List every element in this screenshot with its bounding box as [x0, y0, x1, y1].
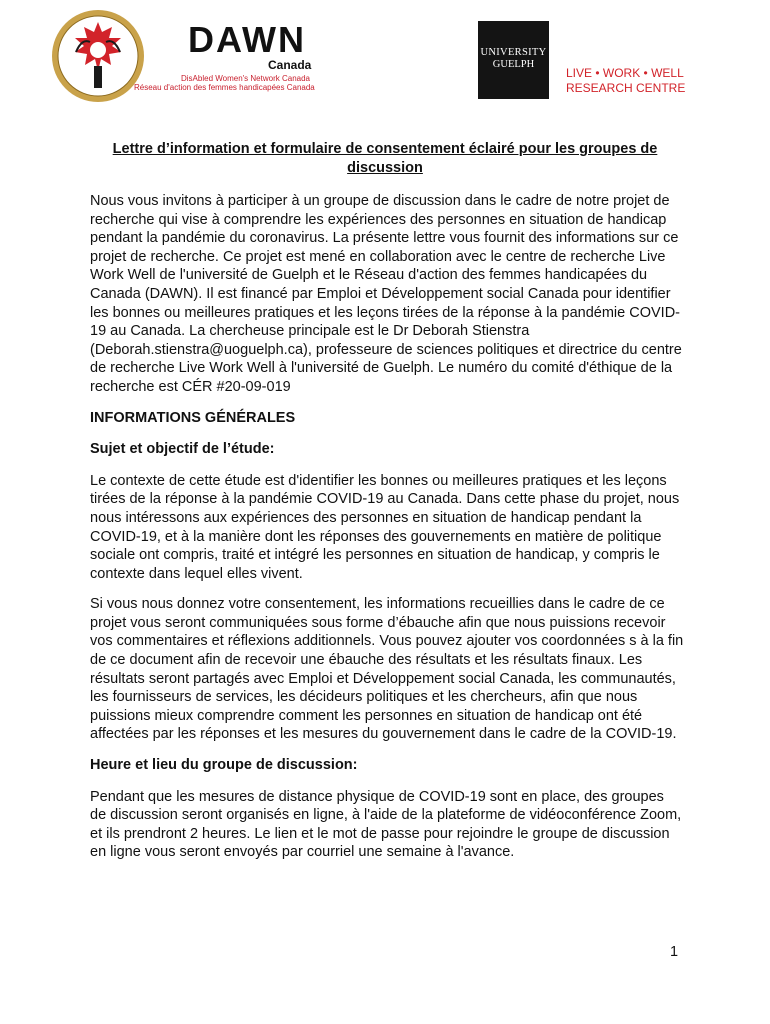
section-heading-general: INFORMATIONS GÉNÉRALES: [90, 409, 296, 426]
uog-line2: GUELPH: [492, 59, 535, 70]
dawn-logo-title: DAWN: [188, 19, 306, 60]
lww-line2: RESEARCH CENTRE: [566, 81, 686, 95]
subject-heading: Sujet et objectif de l’étude:: [90, 441, 275, 458]
subject-paragraph-2: Si vous nous donnez votre consentement, les informations recueillies dans le cadre de ce projet vous seront communiquées sous forme d’ébauche afin que nous puissions recevoir vos commentaires et réflexions additionnels. Vous pouvez ajouter vos coordonnées s à la fin de ce document afin de recevoir une ébauche des résultats et les résultats finaux. Les résultats seront partagés avec Emploi et Développement social Canada, les communautés, les fournisseurs de services, les décideurs politiques et les chercheurs, afin que nous puissions mieux comprendre comment les personnes en situation de handicap ont été affectées par les réponses et les mesures du gouvernement dans le cadre de la COVID-19.: [90, 596, 684, 743]
university-of-guelph-logo: [478, 21, 549, 99]
dawn-logo: [178, 19, 318, 72]
dawn-logo-country: Canada: [268, 58, 312, 72]
dawn-tagline-en: DisAbled Women's Network Canada: [181, 74, 310, 83]
lww-line1: LIVE • WORK • WELL: [566, 66, 684, 80]
document-title: Lettre d’information et formulaire de consentement éclairé pour les groupes de discussion: [112, 141, 658, 176]
time-place-heading: Heure et lieu du groupe de discussion:: [90, 757, 358, 774]
time-place-paragraph: Pendant que les mesures de distance physique de COVID-19 sont en place, des groupes de discussion seront organisés en ligne, à l'aide de la plateforme de vidéoconférence Zoom, et ils prendront 2 heures. Le lien et le mot de passe pour rejoindre le groupe de discussion en ligne vous seront envoyés par courriel une semaine à l'avance.: [90, 788, 682, 861]
uog-line1: UNIVERSITY: [480, 47, 547, 58]
document-body: [90, 192, 684, 862]
live-work-well-logo: [566, 66, 685, 96]
page-number: 1: [670, 944, 679, 960]
dawn-tagline-fr: Réseau d'action des femmes handicapées Canada: [134, 83, 315, 92]
dawn-seal-logo: [50, 8, 146, 104]
subject-paragraph-1: Le contexte de cette étude est d'identifier les bonnes ou meilleures pratiques et les leçons tirées de la réponse à la pandémie COVID-19 au Canada. Dans cette phase du projet, nous nous intéressons aux expériences des personnes en situation de handicap pendant la COVID-19, et à la manière dont les réponses des gouvernements en matière de politique sociale ont compris, traité et intégré les personnes en situation de handicap, y compris le contexte dans lequel elles vivent.: [90, 472, 680, 582]
intro-paragraph: Nous vous invitons à participer à un groupe de discussion dans le cadre de notre projet de recherche qui vise à comprendre les expériences des personnes en situation de handicap pendant la pandémie du coronavirus. La présente lettre vous fournit des informations sur ce projet de recherche. Ce projet est mené en collaboration avec le centre de recherche Live Work Well de l'université de Guelph et le Réseau d'action des femmes handicapées du Canada (DAWN). Il est financé par Emploi et Développement social Canada pour identifier les bonnes ou meilleures pratiques et les leçons tirées de la réponse à la pandémie COVID-19 au Canada. La chercheuse principale est le Dr Deborah Stienstra (Deborah.stienstra@uoguelph.ca), professeure de sciences politiques et directrice du centre de recherche Live Work Well à l'université de Guelph. Le numéro du comité d'éthique de la recherche est CÉR #20-09-019: [90, 193, 682, 395]
